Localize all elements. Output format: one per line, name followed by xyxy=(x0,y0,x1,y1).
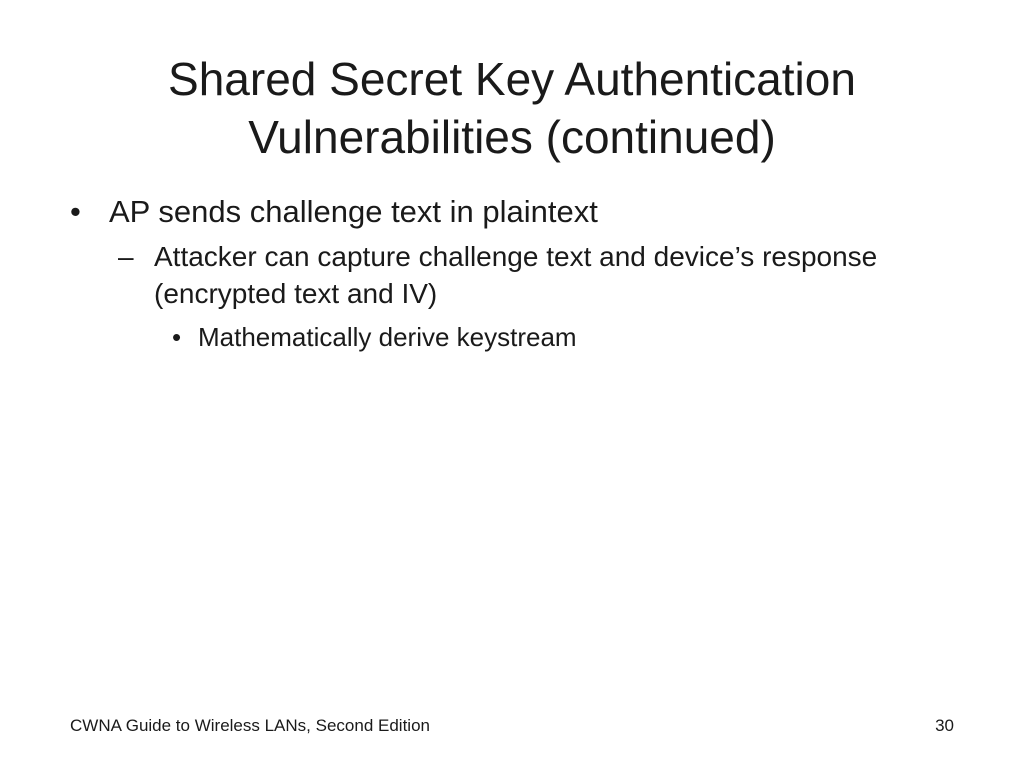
page-number: 30 xyxy=(935,716,954,735)
bullet-dash-icon: – xyxy=(118,241,134,272)
bullet-dot-icon: • xyxy=(70,194,81,229)
slide-title xyxy=(40,50,984,166)
bullet-dot-icon: • xyxy=(172,322,182,352)
bullet-level-2-text: Attacker can capture challenge text and device’s response (encrypted text and IV) xyxy=(154,241,878,309)
slide-title-line-1: Shared Secret Key Authentication xyxy=(168,53,856,105)
footer-book-title: CWNA Guide to Wireless LANs, Second Edition xyxy=(70,716,430,735)
bullet-level-1-text: AP sends challenge text in plaintext xyxy=(109,194,598,229)
bullet-level-3-text: Mathematically derive keystream xyxy=(198,322,577,352)
slide-title-line-2: Vulnerabilities (continued) xyxy=(248,111,776,163)
